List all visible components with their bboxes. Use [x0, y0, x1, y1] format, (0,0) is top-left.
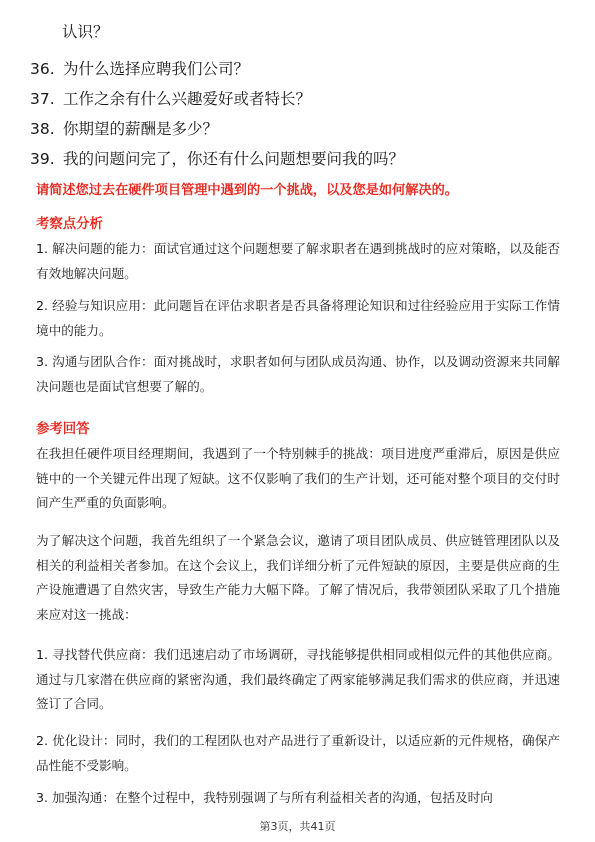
analysis-point: 1. 解决问题的能力：面试官通过这个问题想要了解求职者在遇到挑战时的应对策略，以及能否有效地解决问题。 — [36, 241, 560, 281]
analysis-heading: 考察点分析 — [36, 217, 103, 232]
question-item — [30, 146, 570, 176]
question-number: 37. — [30, 90, 55, 108]
question-item — [30, 86, 570, 116]
interview-prompt: 请简述您过去在硬件项目管理中遇到的一个挑战，以及您是如何解决的。 — [36, 183, 458, 198]
reference-heading: 参考回答 — [36, 422, 90, 437]
question-text: 为什么选择应聘我们公司？ — [63, 60, 250, 78]
question-number: 39. — [30, 150, 55, 168]
analysis-point: 3. 沟通与团队合作：面对挑战时，求职者如何与团队成员沟通、协作，以及调动资源来共同解决问题也是面试官想要了解的。 — [36, 354, 560, 394]
reference-paragraph: 2. 优化设计：同时，我们的工程团队也对产品进行了重新设计，以适应新的元件规格，确保产品性能不受影响。 — [36, 733, 560, 773]
question-item — [30, 116, 570, 146]
question-text: 你期望的薪酬是多少？ — [63, 120, 219, 138]
question-text: 我的问题问完了，你还有什么问题想要问我的吗？ — [63, 150, 405, 168]
reference-paragraph: 1. 寻找替代供应商：我们迅速启动了市场调研，寻找能够提供相同或相似元件的其他供应商。通过与几家潜在供应商的紧密沟通，我们最终确定了两家能够满足我们需求的供应商，并迅速签订了合同。 — [36, 647, 560, 711]
question-text: 工作之余有什么兴趣爱好或者特长？ — [63, 90, 312, 108]
analysis-point: 2. 经验与知识应用：此问题旨在评估求职者是否具备将理论知识和过往经验应用于实际工作情境中的能力。 — [36, 298, 560, 338]
question-continuation: 认识？ — [62, 23, 109, 41]
question-item — [30, 56, 570, 86]
page-footer: 第3页，共41页 — [259, 820, 336, 833]
question-number: 38. — [30, 120, 55, 138]
question-number: 36. — [30, 60, 55, 78]
reference-paragraph: 为了解决这个问题，我首先组织了一个紧急会议，邀请了项目团队成员、供应链管理团队以及相关的利益相关者参加。在这个会议上，我们详细分析了元件短缺的原因，主要是供应商的生产设施遭遇了自然灾害，导致生产能力大幅下降。了解了情况后，我带领团队采取了几个措施来应对这一挑战： — [36, 533, 560, 622]
reference-paragraph: 在我担任硬件项目经理期间，我遇到了一个特别棘手的挑战：项目进度严重滞后，原因是供应链中的一个关键元件出现了短缺。这不仅影响了我们的生产计划，还可能对整个项目的交付时间产生严重的负面影响。 — [36, 446, 560, 510]
reference-paragraph: 3. 加强沟通：在整个过程中，我特别强调了与所有利益相关者的沟通，包括及时向 — [36, 790, 493, 805]
question-list — [30, 56, 570, 176]
